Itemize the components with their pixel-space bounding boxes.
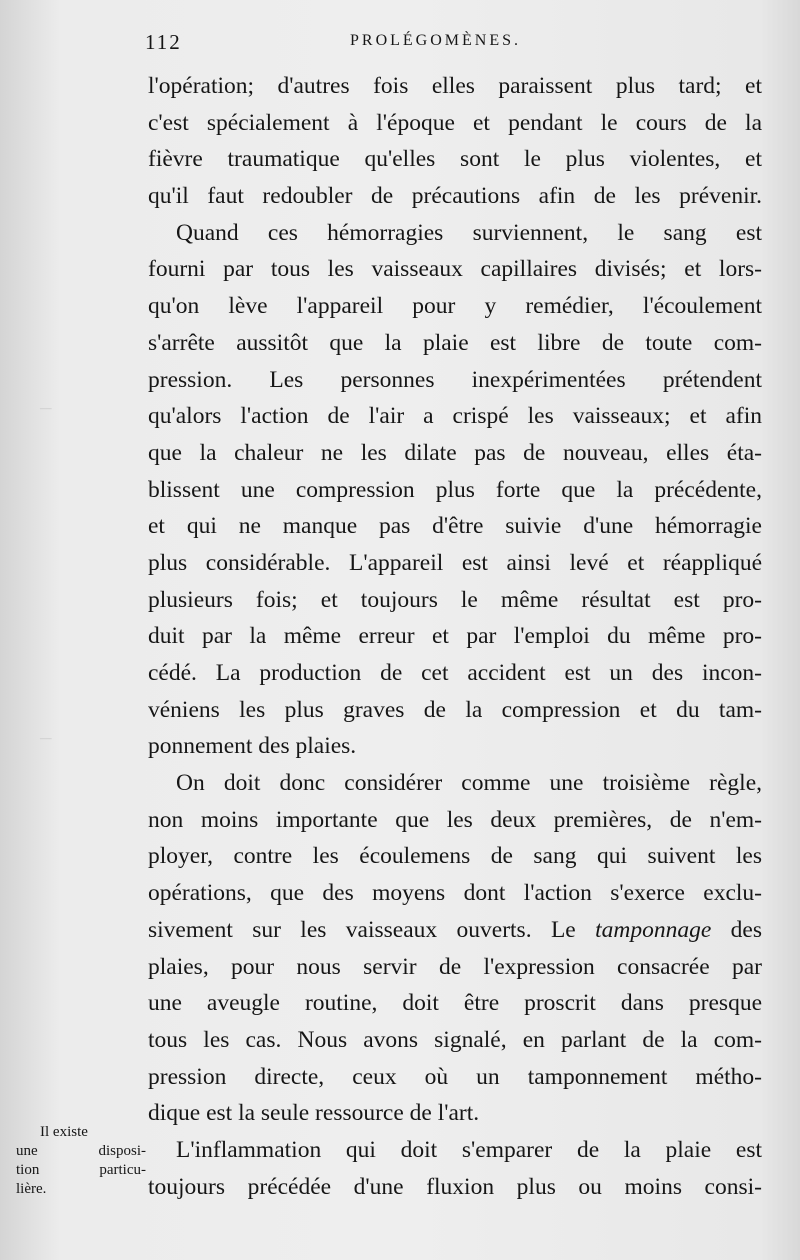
text-line: ponnement des plaies.	[148, 733, 357, 760]
text-line: c'est spécialement à l'époque et pendant le cours de la	[148, 109, 762, 136]
text-fragment: sivement sur les vaisseaux ouverts. Le	[148, 916, 576, 943]
text-line: fièvre traumatique qu'elles sont le plus violentes, et	[148, 146, 762, 173]
bleed-through-text: —	[40, 730, 52, 745]
margin-note-line: tion particu-	[16, 1162, 146, 1178]
text-line: plusieurs fois; et toujours le même résultat est pro-	[148, 586, 762, 613]
text-line: pression. Les personnes inexpérimentées prétendent	[148, 366, 762, 393]
text-line: L'inflammation qui doit s'emparer de la plaie est	[176, 1136, 762, 1163]
text-line: tous les cas. Nous avons signalé, en parlant de la com-	[148, 1026, 762, 1053]
text-fragment: des	[711, 916, 762, 943]
text-line: pression directe, ceux où un tamponnement métho-	[148, 1063, 762, 1090]
paragraph	[148, 215, 762, 765]
text-line: et qui ne manque pas d'être suivie d'une hémorragie	[148, 513, 762, 540]
text-line: dique est la seule ressource de l'art.	[148, 1100, 480, 1127]
margin-note-line: Il existe	[40, 1124, 88, 1140]
bleed-through-text: —	[40, 400, 52, 415]
paragraph	[148, 1132, 762, 1205]
margin-note-line: lière.	[16, 1181, 47, 1197]
text-line: fourni par tous les vaisseaux capillaires divisés; et lors-	[148, 256, 762, 283]
text-line: s'arrête aussitôt que la plaie est libre de toute com-	[148, 329, 762, 356]
text-line: blissent une compression plus forte que la précédente,	[148, 476, 762, 503]
running-head: PROLÉGOMÈNES.	[350, 32, 522, 49]
text-line: toujours précédée d'une fluxion plus ou moins consi-	[148, 1173, 762, 1200]
italic-term: tamponnage	[595, 916, 712, 943]
text-line: duit par la même erreur et par l'emploi du même pro-	[148, 623, 762, 650]
paragraph	[148, 68, 762, 215]
text-line: une aveugle routine, doit être proscrit dans presque	[148, 990, 762, 1017]
paragraph	[148, 765, 762, 1132]
text-line: qu'on lève l'appareil pour y remédier, l'écoulement	[148, 293, 762, 320]
text-line: l'opération; d'autres fois elles paraissent plus tard; et	[148, 73, 762, 99]
text-line: cédé. La production de cet accident est un des incon-	[148, 660, 762, 686]
text-line: plaies, pour nous servir de l'expression consacrée par	[148, 953, 762, 980]
margin-note	[16, 1123, 146, 1199]
text-line: Quand ces hémorragies surviennent, le sang est	[176, 219, 762, 246]
text-line: que la chaleur ne les dilate pas de nouveau, elles éta-	[148, 439, 762, 466]
text-line	[148, 912, 762, 949]
text-line: plus considérable. L'appareil est ainsi levé et réappliqué	[148, 549, 762, 576]
page-number: 112	[145, 30, 182, 54]
text-line: qu'alors l'action de l'air a crispé les vaisseaux; et afin	[148, 403, 762, 430]
text-line: opérations, que des moyens dont l'action s'exerce exclu-	[148, 880, 762, 907]
page-header	[145, 30, 765, 60]
text-line: non moins importante que les deux premières, de n'em-	[148, 806, 762, 833]
text-line: ployer, contre les écoulemens de sang qui suivent les	[148, 843, 762, 870]
text-line: qu'il faut redoubler de précautions afin de les prévenir.	[148, 183, 762, 210]
text-line: véniens les plus graves de la compression et du tam-	[148, 696, 762, 723]
margin-note-line: une disposi-	[16, 1143, 146, 1159]
body-text	[148, 68, 762, 1205]
text-line: On doit donc considérer comme une troisième règle,	[176, 770, 762, 797]
